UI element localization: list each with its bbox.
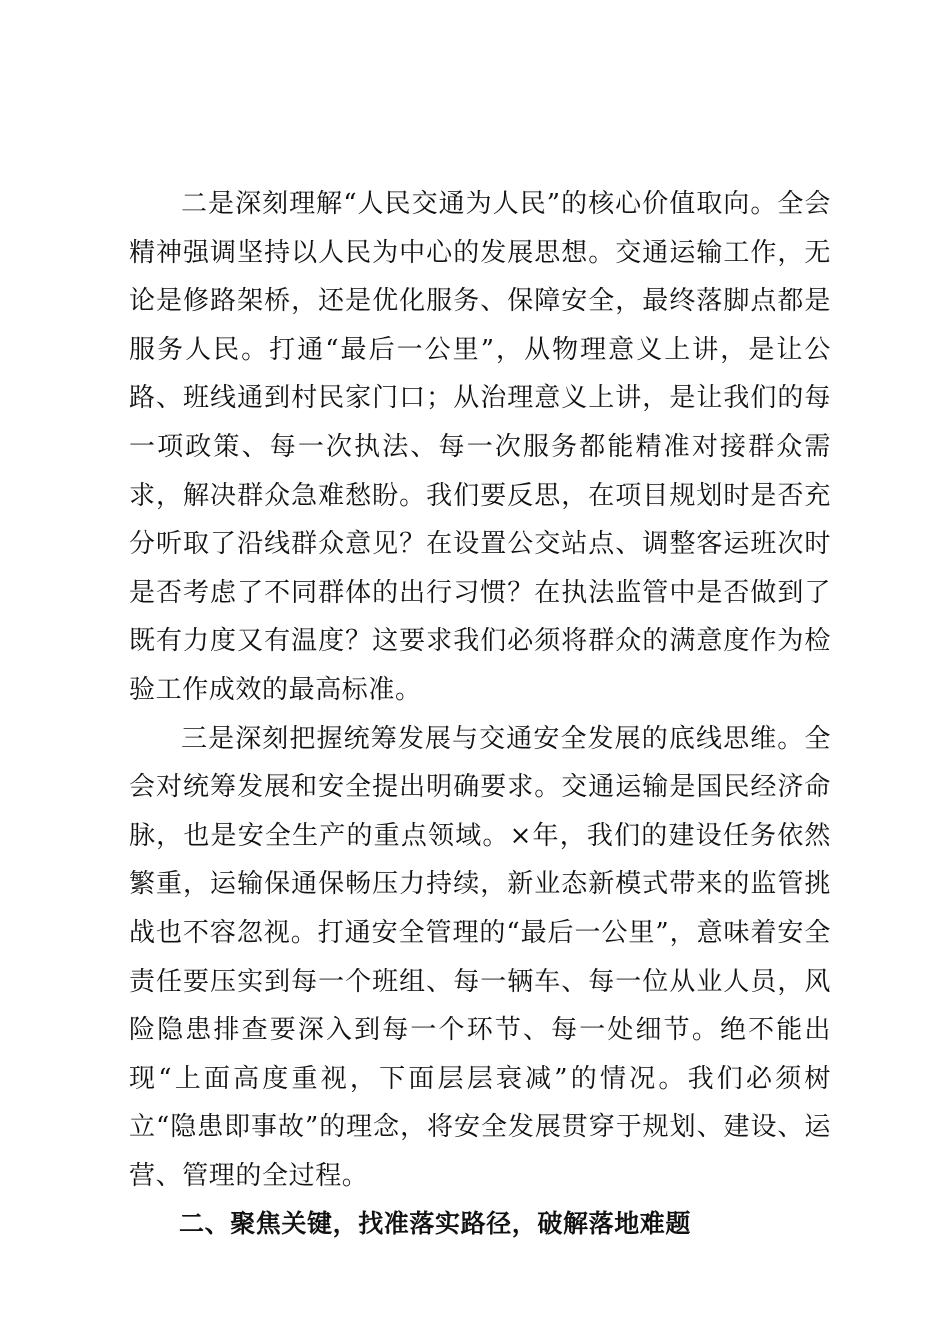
paragraph-people-centered: 二是深刻理解“人民交通为人民”的核心价值取向。全会精神强调坚持以人民为中心的发展思想。交通运输工作，无论是修路架桥，还是优化服务、保障安全，最终落脚点都是服务人民。打通“最后一公里”，从物理意义上讲，是让公路、班线通到村民家门口；从治理意义上讲，是让我们的每一项政策、每一次执法、每一次服务都能精准对接群众需求，解决群众急难愁盼。我们要反思，在项目规划时是否充分听取了沿线群众意见？在设置公交站点、调整客运班次时是否考虑了不同群体的出行习惯？在执法监管中是否做到了既有力度又有温度？这要求我们必须将群众的满意度作为检验工作成效的最高标准。 bbox=[129, 189, 831, 705]
document-body bbox=[129, 180, 831, 1249]
paragraph-safety-bottom-line: 三是深刻把握统筹发展与交通安全发展的底线思维。全会对统筹发展和安全提出明确要求。交通运输是国民经济命脉，也是安全生产的重点领域。×年，我们的建设任务依然繁重，运输保通保畅压力持续，新业态新模式带来的监管挑战也不容忽视。打通安全管理的“最后一公里”，意味着安全责任要压实到每一个班组、每一辆车、每一位从业人员，风险隐患排查要深入到每一个环节、每一处细节。绝不能出现“上面高度重视，下面层层衰减”的情况。我们必须树立“隐患即事故”的理念，将安全发展贯穿于规划、建设、运营、管理的全过程。 bbox=[129, 723, 831, 1191]
section-heading: 二、聚焦关键，找准落实路径，破解落地难题 bbox=[179, 1209, 692, 1239]
